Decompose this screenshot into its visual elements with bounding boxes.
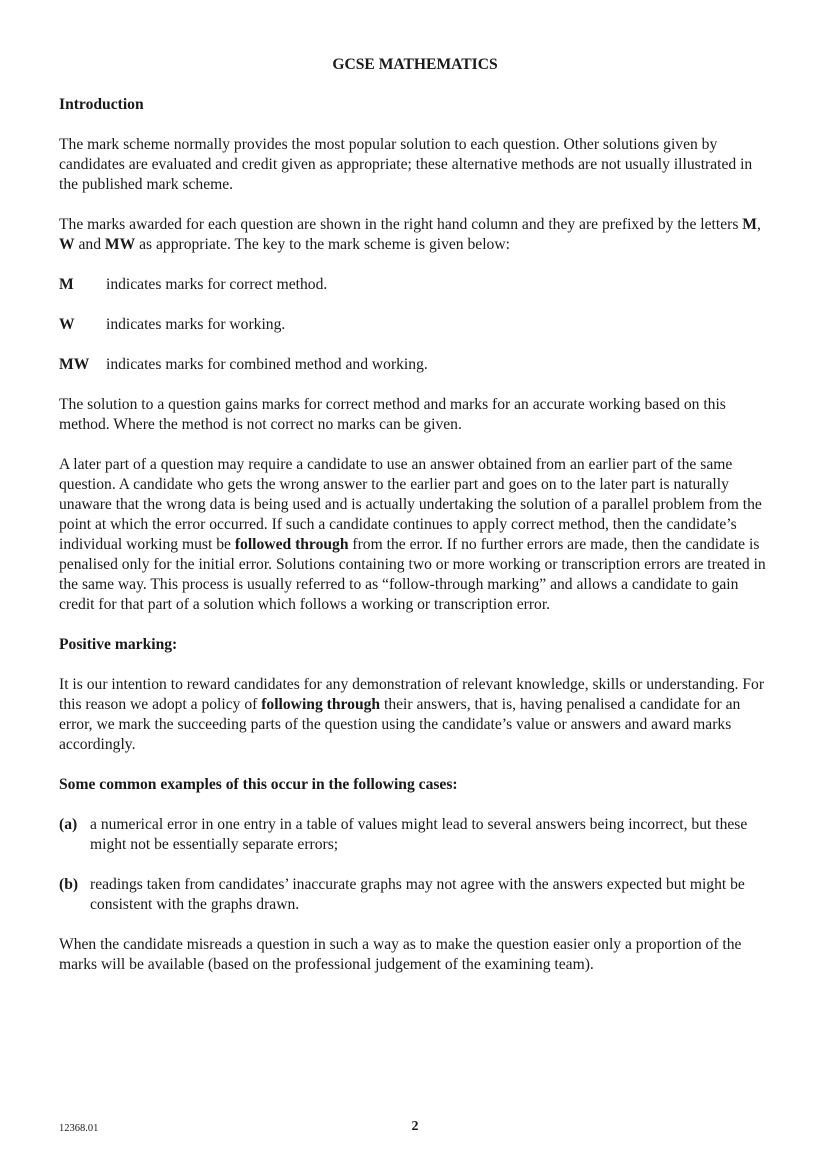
- key-item-w: [59, 315, 771, 335]
- document-code: 12368.01: [59, 1123, 99, 1134]
- case-label: (b): [59, 876, 79, 893]
- case-item-a: [59, 815, 771, 855]
- page-content: [59, 55, 771, 995]
- case-text: readings taken from candidates’ inaccurate graphs may not agree with the answers expected but might be consistent with the graphs drawn.: [90, 876, 745, 913]
- para2-m: M: [742, 216, 758, 233]
- para4-bold: followed through: [234, 536, 349, 553]
- para4-text-b: from the error. If no further errors are made, then the candidate is penalised only for the initial error. Solutions containing two or more working or transcription errors are treated in the same way. This process is usually referred to as “follow-through marking” and allows a candidate to gain credit for that part of a solution which follows a working or transcription error.: [59, 536, 766, 613]
- para2-mw: MW: [104, 236, 136, 253]
- para4-text-a: A later part of a question may require a candidate to use an answer obtained from an earlier part of the same question. A candidate who gets the wrong answer to the earlier part and goes on to the later part is naturally unaware that the wrong data is being used and is actually undertaking the solution of a parallel problem from the point at which the error occurred. If such a candidate continues to apply correct method, then the candidate’s individual working must be: [59, 456, 762, 553]
- key-text: indicates marks for correct method.: [106, 276, 328, 293]
- positive-text-a: It is our intention to reward candidates for any demonstration of relevant knowledge, skills or understanding. For this reason we adopt a policy of: [59, 676, 765, 713]
- page-number: 2: [411, 1119, 419, 1134]
- intro-paragraph-1: The mark scheme normally provides the most popular solution to each question. Other solutions given by candidates are evaluated and credit given as appropriate; these alternative methods are not usually illustrated in the published mark scheme.: [59, 136, 753, 193]
- positive-marking-heading: Positive marking:: [59, 636, 178, 653]
- case-text: a numerical error in one entry in a table of values might lead to several answers being incorrect, but these might not be essentially separate errors;: [90, 816, 748, 853]
- positive-paragraph: [59, 675, 771, 755]
- positive-text-b: their answers, that is, having penalised a candidate for an error, we mark the succeeding parts of the question using the candidate’s value or answers and award marks accordingly.: [59, 696, 741, 753]
- introduction-heading: Introduction: [59, 96, 144, 113]
- intro-paragraph-2: [59, 215, 771, 255]
- closing-paragraph: When the candidate misreads a question in such a way as to make the question easier only a proportion of the marks will be available (based on the professional judgement of the examining team).: [59, 936, 742, 973]
- case-label: (a): [59, 816, 78, 833]
- para2-text-a: The marks awarded for each question are shown in the right hand column and they are prefixed by the letters: [59, 216, 743, 233]
- key-text: indicates marks for working.: [106, 316, 286, 333]
- intro-paragraph-4: [59, 455, 771, 615]
- key-text: indicates marks for combined method and working.: [106, 356, 428, 373]
- document-title: GCSE MATHEMATICS: [332, 56, 498, 73]
- para2-text-b: ,: [757, 216, 761, 233]
- key-code: MW: [59, 356, 90, 373]
- intro-paragraph-3: The solution to a question gains marks for correct method and marks for an accurate working based on this method. Where the method is not correct no marks can be given.: [59, 396, 726, 433]
- key-item-mw: [59, 355, 771, 375]
- para2-w: W: [59, 236, 75, 253]
- para2-text-d: as appropriate. The key to the mark scheme is given below:: [135, 236, 510, 253]
- key-item-m: [59, 275, 771, 295]
- key-code: W: [59, 316, 75, 333]
- case-item-b: [59, 875, 771, 915]
- examples-heading: Some common examples of this occur in the following cases:: [59, 776, 458, 793]
- key-code: M: [59, 276, 74, 293]
- para2-text-c: and: [74, 236, 105, 253]
- positive-bold: following through: [261, 696, 381, 713]
